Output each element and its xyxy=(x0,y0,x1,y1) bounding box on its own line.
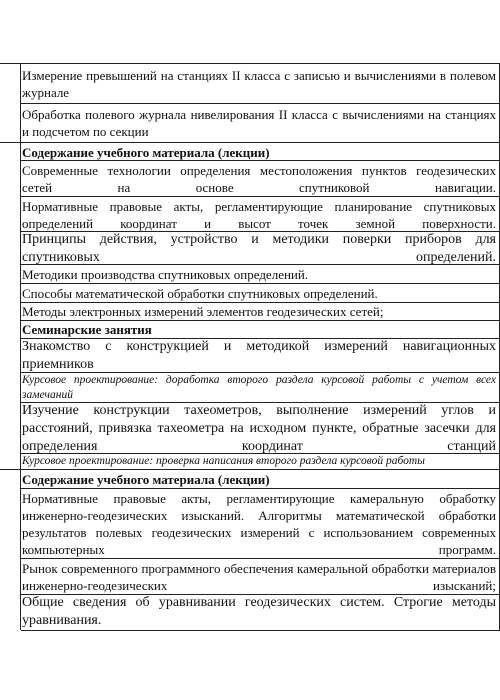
table-row: Способы математической обработки спутниковых определений. xyxy=(22,286,378,301)
table-row: Общие сведения об уравнивании геодезических систем. Строгие методы уравнивания. xyxy=(22,595,496,628)
table-row: Знакомство с конструкцией и методикой измерений навигационных приемников xyxy=(22,339,496,372)
row-divider xyxy=(0,469,500,470)
table-row: Измерение превышений на станциях II класса с записью и вычислениями в полевом журнале xyxy=(22,68,496,100)
table-row: Методы электронных измерений элементов геодезических сетей; xyxy=(22,304,384,319)
row-divider xyxy=(21,488,500,489)
table-row: Современные технологии определения местоположения пунктов геодезических сетей на основе спутниковой навигации. xyxy=(22,163,496,195)
section-heading-lectures: Содержание учебного материала (лекции) xyxy=(22,145,270,160)
section-heading-lectures: Содержание учебного материала (лекции) xyxy=(22,472,270,487)
table-row: Принципы действия, устройство и методики поверки приборов для спутниковых определений. xyxy=(22,232,496,265)
table-row: Методики производства спутниковых определений. xyxy=(22,267,309,282)
table-row: Нормативные правовые акты, регламентирующие камеральную обработку инженерно-геодезических изысканий. Алгоритмы математической обработки результатов полевых геодезических измерений с использованием современных компьютерных программ. xyxy=(22,491,496,557)
row-divider xyxy=(0,142,500,143)
row-divider xyxy=(21,196,500,197)
course-design-row: Курсовое проектирование: доработка второго раздела курсовой работы с учетом всех замечаний xyxy=(22,374,496,401)
table-row: Рынок современного программного обеспечения камеральной обработки материалов инженерно-геодезических изысканий; xyxy=(22,561,496,593)
row-divider xyxy=(21,283,500,284)
course-design-row: Курсовое проектирование: проверка написания второго раздела курсовой работы xyxy=(22,455,425,467)
table-top-border xyxy=(0,63,500,64)
top-margin xyxy=(0,0,500,63)
table-row: Нормативные правовые акты, регламентирующие планирование спутниковых определений координат и высот точек земной поверхности. xyxy=(22,199,496,231)
row-divider xyxy=(21,103,500,104)
table-row: Изучение конструкции тахеометров, выполнение измерений углов и расстояний, привязка тахеометра на исходном пункте, обратные засечки для определения координат станций xyxy=(22,403,496,454)
section-heading-seminars: Семинарские занятия xyxy=(22,322,152,337)
table-bottom-border xyxy=(21,630,500,631)
table-row: Обработка полевого журнала нивелирования II класса с вычислениями на станциях и подсчетом по секции xyxy=(22,107,496,139)
row-divider xyxy=(21,558,500,559)
